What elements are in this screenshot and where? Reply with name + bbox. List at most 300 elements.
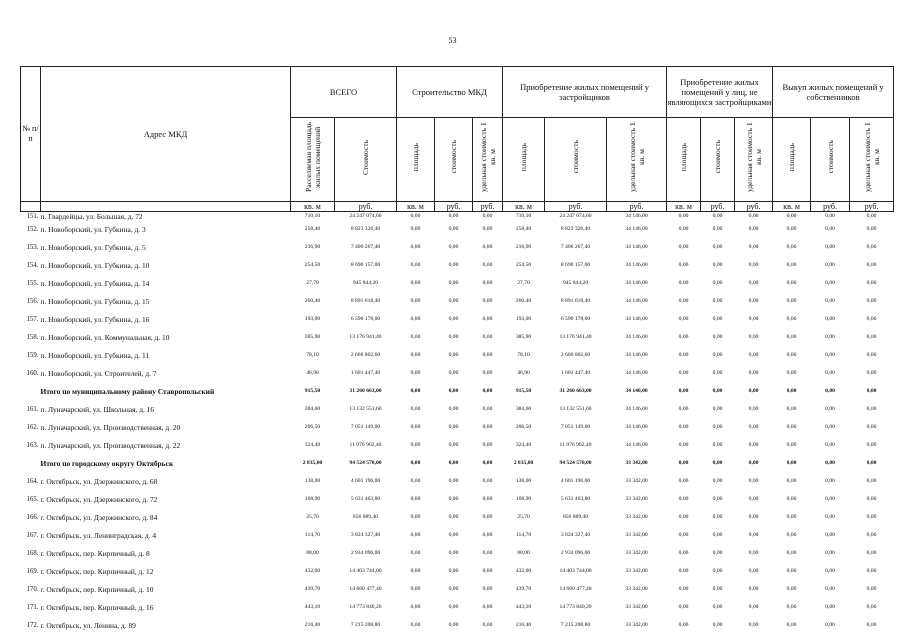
row-value: 0,00: [712, 532, 723, 538]
row-value: 0,00: [786, 370, 797, 376]
row-value: 2 835,00: [302, 460, 323, 466]
row-value: 0,00: [748, 262, 759, 268]
row-value: 0,00: [712, 406, 723, 412]
row-value: 0,00: [448, 244, 459, 250]
row-value: 0,00: [866, 370, 877, 376]
row-value: 0,00: [825, 478, 835, 484]
row-address: г. Октябрьск, ул. Дзержинского, д. 84: [40, 513, 158, 522]
row-value: 0,00: [786, 568, 797, 574]
row-value: 14 403 744,00: [349, 568, 382, 574]
row-value: 0,00: [748, 622, 759, 628]
row-value: 0,00: [748, 424, 759, 430]
row-address: п. Новоборский, ул. Губкина, д. 15: [40, 297, 150, 306]
row-value: 0,00: [786, 316, 797, 322]
row-value: 0,00: [825, 568, 835, 574]
row-value: 2 934 096,00: [560, 550, 591, 556]
header-group-acquisition-developers: Приобретение жилых помещений у застройщиков: [503, 67, 667, 118]
row-number: 167.: [26, 532, 39, 539]
unit-rub: руб.: [850, 202, 894, 212]
row-value: 0,00: [410, 550, 421, 556]
row-value: 193,00: [515, 316, 532, 322]
row-value: 0,00: [678, 514, 689, 520]
row-value: 25,70: [306, 514, 319, 520]
row-value: 0,00: [748, 352, 759, 358]
row-value: 0,00: [448, 280, 459, 286]
row-value: 0,00: [712, 550, 723, 556]
row-value: 0,00: [712, 568, 723, 574]
resettlement-table: [20, 66, 894, 639]
row-value: 0,00: [866, 406, 877, 412]
row-value: 13 132 551,60: [349, 406, 382, 412]
row-value: 14 773 840,20: [559, 604, 592, 610]
row-value: 0,00: [448, 622, 459, 628]
row-value: 7 406 267,40: [350, 244, 381, 250]
row-value: 33 342,00: [625, 478, 648, 484]
row-value: 0,00: [482, 442, 493, 448]
row-value: 2 666 802,60: [350, 352, 381, 358]
row-value: 206,50: [515, 424, 532, 430]
row-value: 0,00: [448, 424, 459, 430]
row-value: 34 146,00: [625, 442, 648, 448]
row-value: 0,00: [712, 226, 723, 232]
row-value: 34 146,00: [625, 370, 648, 376]
row-number: 170.: [26, 586, 39, 593]
table-row: [21, 585, 894, 603]
row-value: 0,00: [748, 532, 759, 538]
row-value: 0,00: [825, 622, 835, 628]
row-value: 0,00: [482, 370, 493, 376]
row-value: 8 690 157,00: [560, 262, 591, 268]
unit-rub: руб.: [735, 202, 773, 212]
table-row: [21, 333, 894, 351]
row-value: 0,00: [748, 388, 759, 394]
row-value: 14 660 477,40: [559, 586, 592, 592]
row-value: 7 215 208,80: [560, 622, 591, 628]
row-value: 1 601 447,40: [560, 370, 591, 376]
row-value: 0,00: [866, 244, 877, 250]
row-value: 8 823 326,40: [350, 226, 381, 232]
row-value: 3 824 327,40: [560, 532, 591, 538]
row-value: 0,00: [410, 568, 421, 574]
row-value: 4 601 196,00: [350, 478, 381, 484]
row-value: 31 260 663,00: [559, 388, 592, 394]
row-value: 0,00: [678, 334, 689, 340]
unit-rub: руб.: [473, 202, 503, 212]
row-value: 34 146,00: [625, 244, 648, 250]
row-value: 0,00: [866, 568, 877, 574]
row-value: 856 889,40: [562, 514, 589, 520]
row-value: 443,10: [304, 604, 321, 610]
row-value: 0,00: [482, 532, 493, 538]
row-value: 0,00: [410, 406, 421, 412]
row-value: 0,00: [712, 604, 723, 610]
row-value: 0,00: [825, 262, 835, 268]
row-value: 0,00: [825, 604, 835, 610]
row-value: 34 146,00: [625, 226, 648, 232]
row-value: 0,00: [448, 514, 459, 520]
row-value: 14 403 744,00: [559, 568, 592, 574]
row-value: 260,40: [515, 298, 532, 304]
table-header: [21, 67, 894, 212]
row-value: 0,00: [786, 280, 797, 286]
row-value: 0,00: [482, 514, 493, 520]
row-value: 0,00: [866, 550, 877, 556]
row-value: 0,00: [825, 352, 835, 358]
row-value: 34 146,00: [625, 388, 648, 394]
row-value: 0,00: [678, 213, 689, 219]
row-value: 0,00: [712, 213, 723, 219]
row-value: 0,00: [410, 496, 421, 502]
row-value: 0,00: [448, 406, 459, 412]
row-value: 0,00: [482, 478, 493, 484]
row-value: 0,00: [825, 334, 835, 340]
row-value: 0,00: [748, 514, 759, 520]
row-value: 13 132 551,60: [559, 406, 592, 412]
subheader-nondev-unit-cost: удельная стоимость 1 кв. м: [735, 118, 773, 202]
row-value: 945 844,20: [352, 280, 379, 286]
row-value: 33 342,00: [625, 586, 648, 592]
row-value: 0,00: [712, 460, 723, 466]
row-number: 155.: [26, 280, 39, 287]
row-value: 0,00: [748, 550, 759, 556]
row-value: 2 934 096,00: [350, 550, 381, 556]
row-value: 0,00: [448, 586, 459, 592]
row-address: п. Новоборский, ул. Коммунальная, д. 10: [40, 333, 170, 342]
row-value: 0,00: [678, 550, 689, 556]
row-value: 385,90: [515, 334, 532, 340]
row-value: 0,00: [866, 514, 877, 520]
table-row: [21, 441, 894, 459]
row-value: 0,00: [712, 514, 723, 520]
row-value: 0,00: [712, 586, 723, 592]
row-value: 0,00: [678, 298, 689, 304]
row-value: 0,00: [786, 262, 797, 268]
row-number: 169.: [26, 568, 39, 575]
row-value: 0,00: [410, 213, 421, 219]
row-value: 0,00: [482, 568, 493, 574]
row-value: 0,00: [825, 370, 835, 376]
row-value: 5 631 463,80: [350, 496, 381, 502]
table-row: [21, 567, 894, 585]
table-body: [21, 212, 894, 640]
row-value: 0,00: [448, 352, 459, 358]
row-value: 206,50: [304, 424, 321, 430]
subheader-nondev-cost: стоимость: [701, 118, 735, 202]
row-value: 0,00: [410, 586, 421, 592]
row-number: 163.: [26, 442, 39, 449]
unit-sqm: кв. м: [503, 202, 545, 212]
subheader-dev-area: площадь: [503, 118, 545, 202]
row-value: 0,00: [712, 352, 723, 358]
table-row: [21, 477, 894, 495]
row-value: 8 891 618,40: [560, 298, 591, 304]
row-address: п. Гвардейцы, ул. Большая, д. 72: [40, 212, 143, 221]
row-value: 0,00: [678, 388, 689, 394]
row-value: 0,00: [748, 370, 759, 376]
unit-rub: руб.: [335, 202, 397, 212]
row-value: 0,00: [678, 604, 689, 610]
table-row: [21, 369, 894, 387]
row-value: 0,00: [786, 586, 797, 592]
row-value: 385,90: [304, 334, 321, 340]
row-number: 156.: [26, 298, 39, 305]
row-value: 0,00: [786, 442, 797, 448]
row-value: 0,00: [866, 280, 877, 286]
row-value: 0,00: [678, 424, 689, 430]
row-number: 162.: [26, 424, 39, 431]
row-value: 33 342,00: [625, 514, 648, 520]
row-value: 33 342,00: [625, 622, 648, 628]
row-value: 0,00: [448, 442, 459, 448]
row-value: 33 342,00: [625, 568, 648, 574]
row-value: 0,00: [825, 496, 835, 502]
row-value: 0,00: [825, 460, 835, 466]
subheader-dev-cost: стоимость: [545, 118, 607, 202]
row-value: 0,00: [712, 442, 723, 448]
row-address: г. Октябрьск, ул. Ленина, д. 89: [40, 621, 136, 630]
row-number: 161.: [26, 406, 39, 413]
row-value: 0,00: [678, 478, 689, 484]
row-number: 168.: [26, 550, 39, 557]
row-value: 915,50: [304, 388, 321, 394]
row-value: 1 601 447,40: [350, 370, 381, 376]
row-value: 34 146,00: [625, 280, 648, 286]
row-value: 0,00: [678, 370, 689, 376]
row-number: 160.: [26, 370, 39, 377]
table-row: [21, 212, 894, 226]
table-row: [21, 549, 894, 567]
row-value: 0,00: [786, 604, 797, 610]
row-value: 11 076 962,40: [559, 442, 592, 448]
row-value: 0,00: [748, 213, 759, 219]
row-value: 88,00: [306, 550, 319, 556]
row-value: 24 247 074,60: [349, 213, 382, 219]
row-value: 27,70: [306, 280, 319, 286]
row-value: 0,00: [866, 460, 877, 466]
header-group-buyout: Выкуп жилых помещений у собственников: [773, 67, 894, 118]
row-value: 13 176 941,40: [559, 334, 592, 340]
row-number: 157.: [26, 316, 39, 323]
row-value: 0,00: [448, 460, 459, 466]
row-value: 0,00: [825, 316, 835, 322]
row-value: 7 215 208,80: [350, 622, 381, 628]
row-value: 168,90: [515, 496, 532, 502]
row-value: 0,00: [482, 388, 493, 394]
row-value: 0,00: [448, 262, 459, 268]
row-value: 46,90: [517, 370, 530, 376]
subheader-total-cost: Стоимость: [335, 118, 397, 202]
row-value: 0,00: [786, 226, 797, 232]
row-value: 0,00: [786, 352, 797, 358]
unit-sqm: кв. м: [773, 202, 811, 212]
row-address: г. Октябрьск, пер. Кирпичный, д. 12: [40, 567, 154, 576]
row-value: 0,00: [825, 226, 835, 232]
row-value: 0,00: [748, 496, 759, 502]
row-value: 0,00: [482, 550, 493, 556]
row-value: 0,00: [448, 604, 459, 610]
table-row: [21, 423, 894, 441]
total-label: Итого по муниципальному району Ставропольский: [40, 387, 215, 396]
row-address: п. Луначарский, ул. Производственная, д. 22: [40, 441, 181, 450]
row-value: 0,00: [482, 298, 493, 304]
row-value: 432,00: [304, 568, 321, 574]
row-value: 0,00: [448, 388, 459, 394]
row-value: 0,00: [482, 622, 493, 628]
row-value: 0,00: [448, 334, 459, 340]
row-value: 0,00: [448, 568, 459, 574]
table-row: [21, 495, 894, 513]
row-value: 0,00: [786, 460, 797, 466]
row-value: 0,00: [410, 532, 421, 538]
row-address: п. Луначарский, ул. Школьная, д. 16: [40, 405, 155, 414]
subheader-construction-cost: стоимость: [435, 118, 473, 202]
row-value: 0,00: [678, 568, 689, 574]
unit-sqm: кв. м: [291, 202, 335, 212]
row-value: 33 342,00: [625, 460, 648, 466]
row-value: 0,00: [748, 316, 759, 322]
row-value: 114,70: [304, 532, 321, 538]
row-value: 4 601 196,00: [560, 478, 591, 484]
row-value: 0,00: [748, 478, 759, 484]
row-value: 14 660 477,40: [349, 586, 382, 592]
row-value: 0,00: [410, 514, 421, 520]
row-value: 0,00: [748, 406, 759, 412]
row-value: 0,00: [712, 388, 723, 394]
row-value: 0,00: [866, 334, 877, 340]
unit-rub: руб.: [811, 202, 850, 212]
unit-sqm: кв. м: [667, 202, 701, 212]
subheader-buyout-cost: стоимость: [811, 118, 850, 202]
row-value: 0,00: [482, 496, 493, 502]
row-value: 324,40: [304, 442, 321, 448]
row-value: 0,00: [712, 424, 723, 430]
row-value: 0,00: [786, 478, 797, 484]
row-value: 0,00: [786, 424, 797, 430]
header-group-construction: Строительство МКД: [397, 67, 503, 118]
row-value: 260,40: [304, 298, 321, 304]
row-number: 153.: [26, 244, 39, 251]
row-value: 0,00: [482, 424, 493, 430]
row-value: 0,00: [678, 496, 689, 502]
row-value: 0,00: [825, 424, 835, 430]
row-value: 46,90: [306, 370, 319, 376]
row-value: 0,00: [410, 280, 421, 286]
row-number: 159.: [26, 352, 39, 359]
unit-num-blank: [21, 202, 41, 212]
row-value: 324,40: [515, 442, 532, 448]
row-value: 0,00: [866, 352, 877, 358]
row-value: 0,00: [786, 550, 797, 556]
row-value: 0,00: [712, 370, 723, 376]
row-value: 0,00: [712, 622, 723, 628]
row-value: 0,00: [678, 352, 689, 358]
row-value: 0,00: [748, 460, 759, 466]
row-value: 0,00: [712, 334, 723, 340]
row-address: г. Октябрьск, пер. Кирпичный, д. 16: [40, 603, 154, 612]
row-value: 710,10: [304, 213, 321, 219]
row-value: 0,00: [866, 213, 877, 219]
row-value: 710,10: [515, 213, 532, 219]
row-value: 168,90: [304, 496, 321, 502]
row-value: 0,00: [748, 244, 759, 250]
row-value: 945 844,20: [562, 280, 589, 286]
row-value: 0,00: [825, 280, 835, 286]
row-value: 0,00: [410, 352, 421, 358]
row-value: 0,00: [448, 213, 459, 219]
row-value: 0,00: [866, 262, 877, 268]
row-value: 0,00: [678, 262, 689, 268]
row-value: 0,00: [748, 298, 759, 304]
row-value: 0,00: [712, 244, 723, 250]
table-row: [21, 405, 894, 423]
row-value: 0,00: [482, 604, 493, 610]
row-value: 2 666 802,60: [560, 352, 591, 358]
row-value: 0,00: [786, 532, 797, 538]
row-value: 0,00: [410, 424, 421, 430]
row-value: 33 342,00: [625, 550, 648, 556]
row-value: 0,00: [866, 226, 877, 232]
row-value: 8 823 326,40: [560, 226, 591, 232]
row-value: 216,90: [515, 244, 532, 250]
row-value: 0,00: [786, 298, 797, 304]
subheader-construction-area: площадь: [397, 118, 435, 202]
row-address: п. Новоборский, ул. Губкина, д. 16: [40, 315, 150, 324]
row-address: п. Луначарский, ул. Производственная, д. 20: [40, 423, 181, 432]
row-value: 0,00: [410, 370, 421, 376]
row-address: п. Новоборский, ул. Строителей, д. 7: [40, 369, 157, 378]
row-value: 432,00: [515, 568, 532, 574]
row-value: 13 176 941,40: [349, 334, 382, 340]
row-value: 0,00: [678, 460, 689, 466]
row-value: 0,00: [866, 388, 877, 394]
subheader-buyout-area: площадь: [773, 118, 811, 202]
row-value: 0,00: [712, 298, 723, 304]
row-value: 0,00: [786, 388, 797, 394]
subheader-nondev-area: площадь: [667, 118, 701, 202]
row-value: 0,00: [712, 262, 723, 268]
row-value: 0,00: [678, 316, 689, 322]
table-row: [21, 261, 894, 279]
row-value: 33 342,00: [625, 604, 648, 610]
row-value: 0,00: [448, 226, 459, 232]
row-value: 0,00: [482, 406, 493, 412]
row-value: 34 146,00: [625, 352, 648, 358]
unit-rub: руб.: [607, 202, 667, 212]
row-value: 0,00: [825, 586, 835, 592]
table-row: [21, 603, 894, 621]
row-value: 0,00: [410, 316, 421, 322]
row-value: 7 406 267,40: [560, 244, 591, 250]
row-value: 0,00: [678, 532, 689, 538]
row-value: 0,00: [712, 496, 723, 502]
row-value: 78,10: [306, 352, 319, 358]
row-value: 384,60: [304, 406, 321, 412]
table-row: [21, 225, 894, 243]
row-value: 25,70: [517, 514, 530, 520]
row-value: 7 051 149,00: [350, 424, 381, 430]
row-value: 0,00: [825, 298, 835, 304]
row-value: 384,60: [515, 406, 532, 412]
row-value: 94 524 570,00: [559, 460, 592, 466]
table-row: [21, 279, 894, 297]
row-value: 0,00: [448, 478, 459, 484]
row-value: 0,00: [448, 550, 459, 556]
row-value: 94 524 570,00: [349, 460, 382, 466]
row-value: 138,00: [515, 478, 532, 484]
row-value: 0,00: [482, 244, 493, 250]
row-value: 258,40: [515, 226, 532, 232]
row-value: 14 773 840,20: [349, 604, 382, 610]
